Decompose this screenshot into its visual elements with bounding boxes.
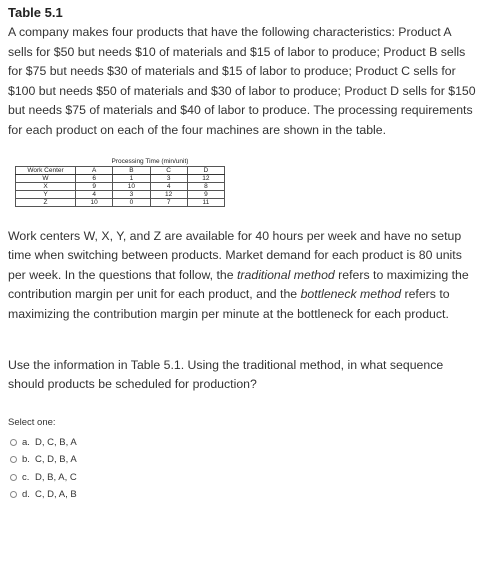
option-text: C, D, A, B <box>35 489 77 501</box>
table-row <box>16 190 225 198</box>
option-letter: a. <box>22 436 30 448</box>
processing-time-table <box>15 166 225 207</box>
table-cell: 6 <box>76 174 113 182</box>
table-cell: 12 <box>187 174 224 182</box>
option-d[interactable] <box>8 486 476 504</box>
question-prompt: Use the information in Table 5.1. Using the traditional method, in what sequence should products be scheduled for production? <box>8 357 444 392</box>
paragraph-text: refers to maximizing the contribution margin per minute at the bottleneck for each product. <box>8 287 450 321</box>
option-c[interactable] <box>8 469 476 487</box>
header-c: C <box>150 166 187 174</box>
option-letter: d. <box>22 489 30 501</box>
table-cell: 4 <box>76 190 113 198</box>
table-cell: 0 <box>113 198 150 206</box>
table-cell: 4 <box>150 182 187 190</box>
table-row <box>16 182 225 190</box>
option-text: D, C, B, A <box>35 436 77 448</box>
processing-table-figure <box>15 157 225 207</box>
question-content <box>8 4 476 504</box>
intro-paragraph: A company makes four products that have the following characteristics: Product A sells for $50 but needs $10 of materials and $15 of labor to produce; Product B sells for $75 but needs $30 of materials and $15 of labor to produce; Product C sells for $100 but needs $50 of materials and $30 of labor to produce; Product D sells for $150 but needs $75 of materials and $40 of labor to produce. The processing requirements for each product on each of the four machines are shown in the table. <box>8 25 476 137</box>
table-cell: W <box>16 174 76 182</box>
term-traditional-method: traditional method <box>237 267 335 282</box>
paragraph-text: Work centers W, X, Y, and Z are available for 40 hours per week and have no setup time when switching between products. Market demand for each product is 80 units per week. In the questions that follow, the <box>8 228 462 282</box>
radio-button[interactable] <box>10 456 17 463</box>
table-cell: 9 <box>76 182 113 190</box>
table-row <box>16 198 225 206</box>
radio-button[interactable] <box>10 439 17 446</box>
radio-button[interactable] <box>10 491 17 498</box>
paragraph-text: refers to maximizing the contribution margin per unit for each product, and the <box>8 267 469 302</box>
header-b: B <box>113 166 150 174</box>
table-cell: 12 <box>150 190 187 198</box>
answer-options <box>8 434 476 504</box>
table-cell: 7 <box>150 198 187 206</box>
option-letter: b. <box>22 454 30 466</box>
table-cell: 3 <box>150 174 187 182</box>
table-cell: 8 <box>187 182 224 190</box>
select-one-label: Select one: <box>8 416 56 428</box>
table-cell: 10 <box>113 182 150 190</box>
header-d: D <box>187 166 224 174</box>
table-cell: 10 <box>76 198 113 206</box>
table-row <box>16 174 225 182</box>
table-cell: 11 <box>187 198 224 206</box>
radio-button[interactable] <box>10 474 17 481</box>
table-caption: Processing Time (min/unit) <box>111 157 189 165</box>
header-work-center: Work Center <box>16 166 76 174</box>
option-letter: c. <box>22 471 30 483</box>
header-a: A <box>76 166 113 174</box>
table-cell: 9 <box>187 190 224 198</box>
option-b[interactable] <box>8 451 476 469</box>
table-cell: 1 <box>113 174 150 182</box>
constraints-paragraph <box>8 227 476 325</box>
table-cell: Z <box>16 198 76 206</box>
table-header-row <box>16 166 225 174</box>
table-title: Table 5.1 <box>8 5 63 20</box>
table-cell: 3 <box>113 190 150 198</box>
option-text: D, B, A, C <box>35 471 77 483</box>
option-text: C, D, B, A <box>35 454 77 466</box>
term-bottleneck-method: bottleneck method <box>300 287 402 302</box>
table-cell: Y <box>16 190 76 198</box>
table-cell: X <box>16 182 76 190</box>
option-a[interactable] <box>8 434 476 452</box>
